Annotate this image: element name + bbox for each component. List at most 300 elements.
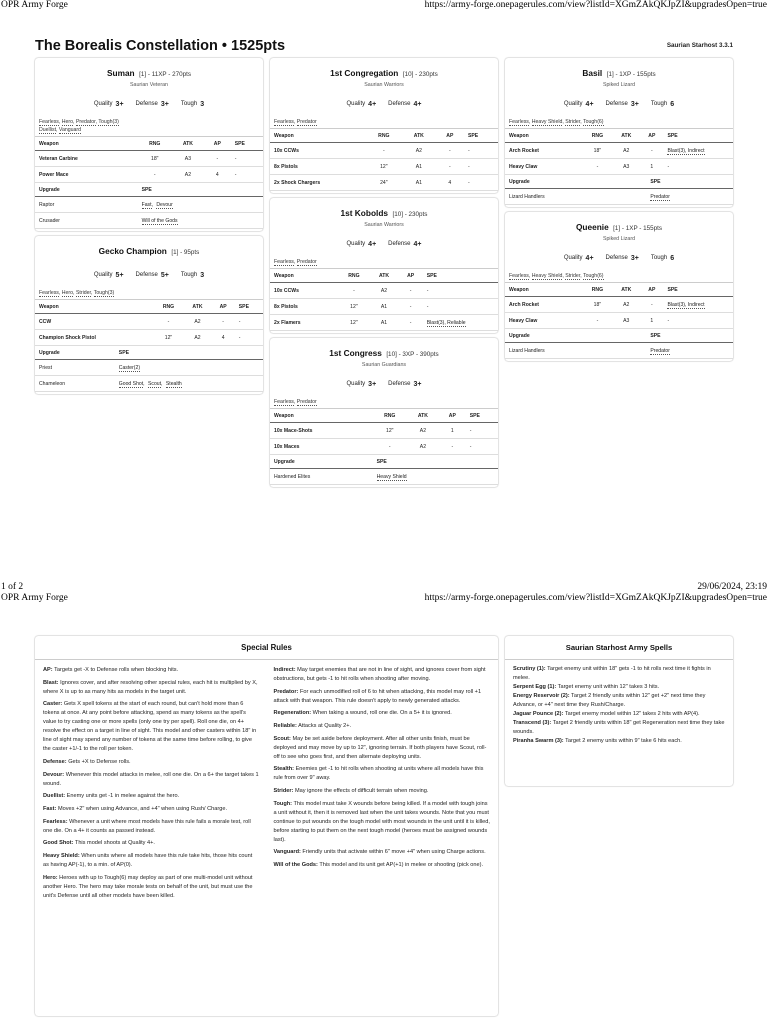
table-cell: 4 [211, 330, 234, 346]
text-span: 6 [670, 254, 675, 262]
quality-stat [346, 381, 376, 388]
rule-name: Fearless: [43, 818, 68, 825]
rule-link[interactable]: Tough(6) [583, 119, 604, 125]
table-cell: 12" [154, 330, 184, 346]
rule-link[interactable]: Fearless [274, 119, 294, 125]
text-span: This model shoots at Quality 4+. [74, 840, 155, 847]
text-span: 3+ [413, 380, 422, 388]
column-header: RNG [373, 409, 407, 423]
rule-name: Duellist: [43, 793, 66, 800]
unit-rules: Fearless, Predator [274, 119, 317, 125]
table-cell: Crusader [35, 213, 138, 229]
column-header: ATK [172, 137, 204, 151]
special-rule [274, 848, 491, 857]
weapon-row [270, 175, 498, 191]
column-header: RNG [138, 137, 172, 151]
column-2 [270, 58, 498, 492]
rule-link[interactable]: Stealth [165, 380, 182, 387]
unit-type: Spiked Lizard [602, 236, 636, 243]
unit-meta: [10] - 3XP - 390pts [386, 351, 439, 359]
rule-link[interactable]: Fearless [274, 259, 294, 266]
text-span: 3+ [630, 254, 639, 262]
special-rule [43, 839, 260, 848]
print-timestamp: 29/06/2024, 23:19 [697, 582, 767, 592]
weapons-table [270, 268, 498, 331]
upgrade-row [270, 469, 498, 485]
unit-stats [505, 252, 733, 264]
rule-name: Vanguard: [273, 849, 301, 856]
rule-name: Regeneration: [273, 710, 312, 717]
rule-link[interactable]: Tough(6) [583, 273, 604, 280]
unit-meta: [10] - 230pts [402, 71, 438, 78]
quality-stat [346, 241, 376, 248]
special-rule [43, 818, 260, 836]
weapon-row [270, 299, 498, 315]
text-span: Quality [563, 101, 583, 107]
upgrade-row [35, 197, 263, 213]
special-rule [274, 861, 491, 870]
rule-link[interactable]: Heavy Shield [531, 273, 563, 280]
defense-stat [606, 101, 639, 108]
column-header: Upgrade [270, 455, 373, 469]
table-cell: - [640, 297, 663, 313]
table-cell: - [663, 159, 733, 175]
column-header: AP [436, 129, 464, 143]
special-rule [274, 787, 491, 796]
text-span: Tough [650, 101, 668, 107]
unit-rules: Fearless, Hero, Predator, Tough(3) Duellist, Vanguard [39, 119, 119, 134]
column-header: SPE [231, 137, 263, 151]
column-header: Weapon [270, 269, 338, 283]
table-cell [646, 343, 733, 359]
table-cell: 1 [439, 423, 466, 439]
text-span: Target enemy unit within 18" gets -1 to hit rolls next time it fights in melee. [513, 666, 711, 681]
table-cell [646, 189, 733, 205]
table-cell: Raptor [35, 197, 138, 213]
table-cell: Lizard Handlers [505, 189, 646, 205]
table-cell: 4 [436, 175, 464, 191]
rule-link[interactable]: Blast(3), Indirect [667, 147, 705, 154]
rule-link[interactable]: Predator [650, 347, 670, 354]
weapons-table [35, 136, 263, 183]
army-spells-card [505, 636, 733, 786]
table-cell: - [583, 313, 613, 329]
column-header: RNG [583, 283, 613, 297]
table-cell: Arch Rocket [505, 297, 583, 313]
text-span: May ignore the effects of difficult terrain when moving. [294, 788, 429, 795]
special-rule [274, 800, 491, 845]
table-cell: - [663, 313, 733, 329]
table-cell: Priest [35, 360, 115, 376]
unit-stats [270, 238, 498, 250]
unit-type: Saurian Veteran [130, 82, 168, 88]
column-header: AP [439, 409, 466, 423]
rule-name: Scrutiny (1): [513, 666, 546, 672]
text-span: 3+ [630, 100, 639, 108]
rule-link[interactable]: Tough(3) [93, 290, 115, 297]
special-rule [43, 792, 260, 801]
table-cell: Power Mace [35, 167, 138, 183]
rule-link[interactable]: Predator [296, 119, 317, 125]
table-cell: - [436, 143, 464, 159]
table-cell: - [399, 299, 423, 315]
rule-link[interactable]: Heavy Shield [531, 119, 563, 125]
column-header: SPE [646, 329, 733, 343]
table-cell: Heavy Claw [505, 313, 583, 329]
table-cell: 10x CCWs [270, 283, 338, 299]
text-span: Ignores cover, and after resolving other special rules, each hit is multiplied by X, where X is up to as many hits as models in the target unit. [43, 679, 258, 695]
text-span: Gets X spell tokens at the start of each round, but can't hold more than 6 tokens at once. At any point before attacking, spend as many tokens as the spell's value to try casting one or more spells (only one try per spell). Roll one die, on 4+ resolve the effect on a target in line of sight. This model and other casters within 18" in line of sight may spend any number of tokens at the same time before rolling, to give the caster +1/-1 to the roll per token. [43, 701, 257, 753]
unit-card-suman [35, 58, 263, 231]
rule-link[interactable]: Will of the Gods [141, 217, 178, 224]
quality-stat [346, 101, 376, 108]
unit-type: Saurian Guardians [361, 362, 407, 369]
text-span: Whenever this model attacks in melee, roll one die. On a 6+ the target takes 1 wound. [43, 771, 259, 787]
unit-name: Queenie [575, 222, 609, 233]
table-cell: Veteran Carbine [35, 151, 138, 167]
special-rules-card [35, 636, 498, 1016]
table-cell: - [640, 143, 663, 159]
rule-link[interactable]: Heavy Shield [376, 473, 407, 480]
rule-link[interactable]: Strider [565, 273, 581, 280]
spell-item [513, 737, 725, 746]
rule-link[interactable]: Fearless [39, 290, 59, 297]
upgrades-table [35, 183, 263, 229]
table-cell: - [436, 159, 464, 175]
column-3 [505, 58, 733, 366]
unit-name: 1st Congregation [330, 68, 399, 78]
rule-name: Piranha Swarm (3): [513, 737, 564, 744]
rule-link[interactable]: Strider [565, 119, 581, 125]
weapons-table [270, 128, 498, 191]
print-header-title: OPR Army Forge [1, 0, 68, 10]
table-cell: A2 [407, 423, 439, 439]
table-cell: Good Shot, Scout, Stealth [115, 376, 263, 392]
table-cell: A2 [402, 143, 436, 159]
column-header: SPE [235, 300, 263, 314]
table-cell: 18" [138, 151, 172, 167]
column-header: SPE [423, 269, 498, 283]
weapons-table [505, 282, 733, 329]
rule-name: Heavy Shield: [43, 853, 80, 860]
table-cell: - [399, 283, 423, 299]
text-span: Target 2 friendly units within 12" get +2" next time they Advance, or +4" next time they Rush/Charge. [513, 692, 706, 708]
rule-link[interactable]: Scout [148, 380, 162, 387]
rule-link[interactable]: Duellist [39, 127, 57, 134]
table-cell: A3 [172, 151, 204, 167]
unit-stats [35, 98, 263, 110]
column-header: Weapon [505, 129, 583, 143]
unit-card-1st-congregation [270, 58, 498, 193]
special-rule [43, 679, 260, 697]
column-header: Weapon [270, 129, 366, 143]
unit-stats [505, 98, 733, 110]
army-title: The Borealis Constellation • 1525pts [35, 38, 286, 54]
rule-link[interactable]: Fearless [509, 273, 529, 280]
special-rule [274, 765, 491, 783]
text-span: 5+ [115, 271, 124, 279]
unit-meta: [1] - 95pts [171, 249, 200, 257]
table-cell: A2 [183, 314, 211, 330]
text-span: Target 2 enemy units within 9" take 6 hits each. [565, 737, 682, 744]
weapon-row [35, 151, 263, 167]
text-span: Targets get -X to Defense rolls when blocking hits. [54, 667, 179, 673]
text-span: Quality [563, 255, 583, 262]
text-span: 3 [200, 100, 205, 108]
table-cell: - [373, 439, 407, 455]
text-span: 4+ [413, 100, 422, 108]
defense-stat [388, 381, 421, 388]
special-rule [43, 758, 260, 767]
weapon-row [270, 439, 498, 455]
tough-stat [651, 255, 674, 262]
weapon-row [270, 423, 498, 439]
rule-name: Fast: [43, 805, 57, 812]
text-span: Defense [135, 101, 158, 107]
table-cell: A1 [402, 159, 436, 175]
upgrade-row [35, 213, 263, 229]
print-header-url: https://army-forge.onepagerules.com/view?listId=XGmZAkQKJpZI&upgradesOpen=true [424, 0, 767, 10]
column-header: SPE [115, 346, 263, 360]
upgrades-table [505, 175, 733, 205]
rule-link[interactable]: Fast [141, 201, 152, 208]
table-cell: - [235, 330, 263, 346]
text-span: 4+ [368, 240, 377, 248]
text-span: Defense [388, 241, 411, 248]
unit-type: Saurian Warriors [364, 222, 404, 229]
text-span: Defense [388, 381, 411, 388]
page-number: 1 of 2 [1, 582, 24, 592]
rule-name: Will of the Gods: [273, 862, 318, 869]
column-header: ATK [402, 129, 436, 143]
weapon-row [505, 159, 733, 175]
weapon-row [35, 314, 263, 330]
text-span: 3+ [368, 380, 377, 388]
upgrade-row [505, 343, 733, 359]
text-span: Attacks at Quality 2+. [298, 723, 352, 730]
rule-link[interactable]: Blast(3), Indirect [667, 301, 705, 308]
table-cell: - [466, 423, 498, 439]
column-header: RNG [583, 129, 613, 143]
table-cell: Arch Rocket [505, 143, 583, 159]
upgrades-table [505, 329, 733, 359]
table-cell: 10x Maces [270, 439, 373, 455]
text-span: 3 [200, 271, 205, 279]
unit-card-queenie [505, 212, 733, 361]
rule-link[interactable]: Predator [296, 259, 317, 266]
weapons-table [505, 128, 733, 175]
table-cell: Fast, Devour [138, 197, 263, 213]
unit-name: 1st Congress [329, 348, 382, 359]
weapon-row [270, 283, 498, 299]
text-span: Target enemy model within 12" takes 2 hits with AP(4). [564, 710, 700, 717]
column-header: AP [204, 137, 231, 151]
unit-rules: Fearless, Predator [274, 399, 317, 406]
table-cell: - [423, 299, 498, 315]
unit-card-1st-kobolds [270, 198, 498, 333]
upgrades-table [270, 455, 498, 485]
rule-name: Stealth: [273, 766, 295, 773]
rule-name: Devour: [43, 771, 65, 778]
unit-meta: [10] - 230pts [392, 211, 428, 219]
rule-link[interactable]: Good Shot [118, 380, 144, 387]
quality-stat [564, 255, 594, 262]
tough-stat [181, 272, 204, 279]
tough-stat [181, 101, 204, 108]
rule-link[interactable]: Predator [296, 399, 317, 406]
column-header: SPE [464, 129, 498, 143]
rule-name: Predator: [273, 688, 299, 695]
table-cell: - [204, 151, 231, 167]
army-book: Saurian Starhost 3.3.1 [666, 42, 733, 49]
special-rule [43, 874, 260, 901]
rule-name: Indirect: [273, 667, 296, 673]
special-rule [43, 666, 260, 675]
table-cell: 4 [204, 167, 231, 183]
rule-link[interactable]: Predator [650, 193, 670, 200]
text-span: Quality [346, 101, 366, 107]
weapon-row [505, 143, 733, 159]
column-header: RNG [154, 300, 184, 314]
text-span: 3+ [115, 100, 124, 108]
rule-name: Strider: [273, 788, 294, 795]
weapons-table [270, 408, 498, 455]
special-rule [274, 722, 491, 731]
rule-name: Transcend (3): [513, 719, 552, 726]
text-span: Tough [650, 255, 668, 262]
column-header: Weapon [270, 409, 373, 423]
text-span: 6 [670, 100, 675, 108]
weapon-row [505, 313, 733, 329]
table-cell: 18" [583, 143, 613, 159]
rule-link[interactable]: Fearless [39, 119, 59, 125]
unit-meta: [1] - 11XP - 270pts [139, 71, 192, 78]
text-span: Friendly units that activate within 6" move +4" when using Charge actions. [302, 849, 486, 856]
column-header: SPE [138, 183, 263, 197]
column-header: Weapon [35, 300, 154, 314]
text-span: 5+ [160, 271, 169, 279]
rule-link[interactable]: Hero [61, 119, 74, 125]
rule-link[interactable]: Vanguard [58, 127, 82, 134]
unit-stats [270, 98, 498, 110]
column-header: Upgrade [505, 175, 646, 189]
text-span: Defense [388, 101, 411, 107]
table-cell: 12" [338, 315, 369, 331]
rule-name: Blast: [43, 679, 59, 686]
quality-stat [564, 101, 594, 108]
print-header-url: https://army-forge.onepagerules.com/view?listId=XGmZAkQKJpZI&upgradesOpen=true [424, 593, 767, 603]
table-cell [115, 360, 263, 376]
unit-type: Spiked Lizard [602, 82, 636, 88]
rule-link[interactable]: Blast(3), Reliable [426, 319, 466, 326]
table-cell: - [366, 143, 402, 159]
army-spells-title: Saurian Starhost Army Spells [505, 636, 733, 660]
column-header: RNG [366, 129, 402, 143]
rule-link[interactable]: Devour [156, 201, 173, 208]
rule-link[interactable]: Fearless [274, 399, 294, 406]
table-cell: - [231, 151, 263, 167]
unit-rules: Fearless, Hero, Strider, Tough(3) [39, 290, 115, 297]
text-span: May target enemies that are not in line of sight, and ignores cover from sight obstructions, but gets -1 to hit rolls when shooting after moving. [273, 667, 486, 682]
table-cell: Heavy Claw [505, 159, 583, 175]
column-header: AP [211, 300, 234, 314]
rule-link[interactable]: Tough(3) [98, 119, 119, 125]
table-cell: Champion Shock Pistol [35, 330, 154, 346]
text-span: When units where all models have this rule take hits, those hits count as having AP(-1), to a min. of AP(0). [43, 853, 253, 869]
text-span: Quality [93, 101, 113, 107]
unit-name: 1st Kobolds [340, 208, 388, 219]
table-cell [138, 213, 263, 229]
rule-link[interactable]: Caster(2) [118, 364, 141, 371]
rule-name: Serpent Egg (1): [513, 683, 557, 690]
column-header: Weapon [505, 283, 583, 297]
special-rule [43, 852, 260, 870]
table-cell: 10x Mace-Shots [270, 423, 373, 439]
table-cell: - [138, 167, 172, 183]
table-cell: 8x Pistols [270, 299, 338, 315]
defense-stat [136, 272, 169, 279]
defense-stat [136, 101, 169, 108]
special-rule [274, 666, 491, 684]
special-rule [274, 709, 491, 718]
table-cell: 12" [373, 423, 407, 439]
column-header: SPE [646, 175, 733, 189]
spell-item [513, 710, 725, 719]
special-rules-left-column [43, 666, 260, 904]
table-cell: - [583, 159, 613, 175]
rule-link[interactable]: Strider [75, 290, 91, 297]
spell-item [513, 692, 725, 710]
spell-item [513, 665, 725, 683]
text-span: This model must take X wounds before being killed. If a model with tough joins a unit without it, then it is removed last when the unit takes wounds. Note that you must continue to put wounds on the tough model with most wounds in the unit until it is killed, before starting to put them on the next tough model (heroes must be assigned wounds last). [273, 800, 490, 843]
weapon-row [35, 330, 263, 346]
column-header: AP [399, 269, 423, 283]
unit-stats [35, 269, 263, 281]
column-header: SPE [663, 129, 733, 143]
rule-name: Reliable: [273, 723, 297, 730]
special-rule [274, 735, 491, 762]
column-header: Weapon [35, 137, 138, 151]
column-header: AP [640, 129, 663, 143]
column-header: Upgrade [505, 329, 646, 343]
text-span: Whenever a unit where most models have this rule fails a morale test, roll one die. On a 4+ it counts as passed instead. [43, 818, 251, 834]
rule-name: Energy Reservoir (2): [513, 692, 570, 699]
special-rules-right-column [274, 666, 491, 904]
unit-type: Saurian Warriors [364, 82, 404, 88]
table-cell: 1 [640, 313, 663, 329]
table-cell: - [154, 314, 184, 330]
table-cell: 10x CCWs [270, 143, 366, 159]
rule-link[interactable]: Fearless [509, 119, 529, 125]
defense-stat [388, 241, 421, 248]
column-1 [35, 58, 263, 399]
text-span: Tough [180, 272, 198, 279]
text-span: Quality [346, 241, 366, 248]
unit-card-basil [505, 58, 733, 207]
table-cell: - [399, 315, 423, 331]
unit-meta: [1] - 1XP - 155pts [613, 225, 663, 233]
text-span: Enemy units get -1 in melee against the hero. [66, 793, 180, 800]
table-cell [423, 315, 498, 331]
column-header: SPE [373, 455, 498, 469]
rule-link[interactable]: Hero [61, 290, 74, 297]
text-span: When taking a wound, roll one die. On a 5+ it is ignored. [312, 710, 452, 717]
table-cell: 2x Shock Chargers [270, 175, 366, 191]
rule-name: Tough: [273, 800, 293, 807]
special-rules-title: Special Rules [35, 636, 498, 660]
table-cell [663, 143, 733, 159]
rule-link[interactable]: Predator [75, 119, 96, 125]
